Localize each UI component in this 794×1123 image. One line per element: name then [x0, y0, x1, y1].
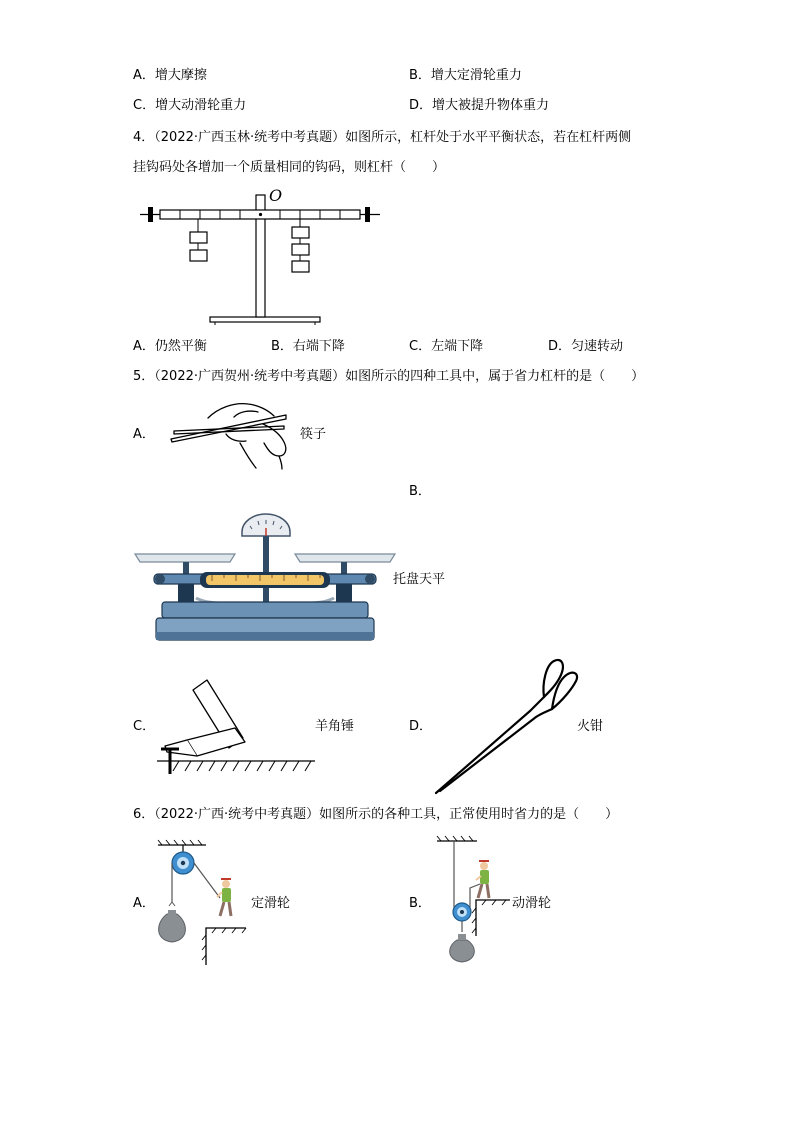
- tray-balance-image: [130, 514, 400, 646]
- q3-option-c[interactable]: C．增大动滑轮重力: [133, 98, 247, 113]
- fire-tongs-image: [432, 655, 582, 797]
- q6-b-label: 动滑轮: [512, 896, 552, 911]
- q3-option-b[interactable]: B．增大定滑轮重力: [409, 68, 522, 83]
- q6-stem: 6．（2022·广西·统考中考真题）如图所示的各种工具，正常使用时省力的是（ ）: [133, 807, 619, 822]
- q5-b-letter[interactable]: B．: [409, 484, 431, 499]
- q3-option-a[interactable]: A．增大摩擦: [133, 68, 207, 83]
- fixed-pulley-image: [158, 840, 248, 965]
- q4-option-c[interactable]: C．左端下降: [409, 339, 484, 354]
- q3-option-d[interactable]: D．增大被提升物体重力: [409, 98, 550, 113]
- claw-hammer-image: [157, 672, 317, 777]
- q6-b-letter[interactable]: B．: [409, 896, 431, 911]
- q5-b-label: 托盘天平: [393, 572, 446, 587]
- q4-stem-line1: 4．（2022·广西玉林·统考中考真题）如图所示，杠杆处于水平平衡状态，若在杠杆两侧: [133, 130, 632, 145]
- q5-d-label: 火钳: [577, 719, 604, 734]
- q4-stem-line2: 挂钩码处各增加一个质量相同的钩码，则杠杆（ ）: [133, 160, 446, 175]
- movable-pulley-image: [432, 836, 512, 971]
- q5-a-letter[interactable]: A．: [133, 427, 155, 442]
- q4-option-b[interactable]: B．右端下降: [271, 339, 345, 354]
- q4-option-a[interactable]: A．仍然平衡: [133, 339, 207, 354]
- q5-d-letter[interactable]: D．: [409, 719, 433, 734]
- chopsticks-image: [168, 398, 293, 470]
- q5-c-label: 羊角锤: [315, 719, 355, 734]
- lever-diagram: [135, 185, 385, 325]
- q5-c-letter[interactable]: C．: [133, 719, 156, 734]
- q5-a-label: 筷子: [300, 427, 327, 442]
- q6-a-label: 定滑轮: [251, 896, 291, 911]
- q4-option-d[interactable]: D．匀速转动: [548, 339, 624, 354]
- lever-pivot-label: O: [269, 186, 283, 205]
- q6-a-letter[interactable]: A．: [133, 896, 155, 911]
- q5-stem: 5．（2022·广西贺州·统考中考真题）如图所示的四种工具中，属于省力杠杆的是（ ）: [133, 369, 645, 384]
